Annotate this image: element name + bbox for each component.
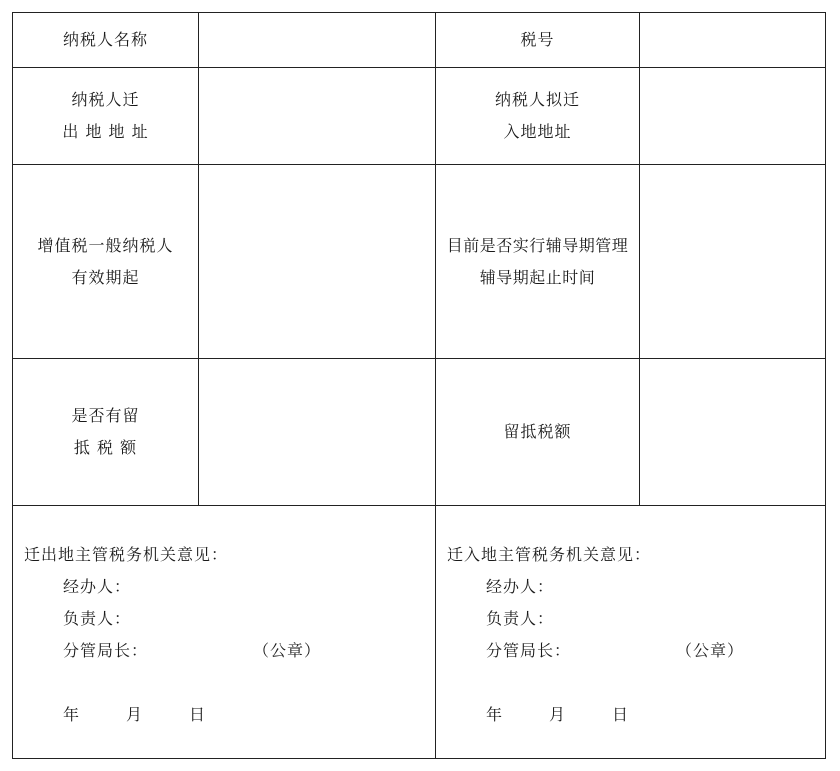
in-handler-label: 经办人： (486, 577, 555, 596)
taxpayer-name-value[interactable] (199, 13, 435, 67)
guidance-period-label: 目前是否实行辅导期管理 辅导期起止时间 (446, 235, 629, 287)
out-day-label: 日 (189, 705, 207, 724)
in-director-label: 分管局长： (486, 641, 572, 660)
in-address-value[interactable] (640, 68, 825, 164)
tax-id-value[interactable] (640, 13, 825, 67)
credit-amount-label: 留抵税额 (503, 422, 572, 441)
out-director-label: 分管局长： (63, 641, 149, 660)
tax-migration-form (12, 12, 826, 759)
in-year-label: 年 (486, 705, 504, 724)
in-address-label: 纳税人拟迁 入地地址 (494, 90, 580, 141)
tax-id-label: 税号 (520, 30, 555, 49)
guidance-period-value[interactable] (640, 165, 825, 358)
in-opinion-title: 迁入地主管税务机关意见： (447, 545, 652, 564)
in-seal-label: （公章） (676, 641, 745, 660)
in-day-label: 日 (612, 705, 630, 724)
out-responsible-label: 负责人： (63, 609, 132, 628)
out-address-value[interactable] (199, 68, 435, 164)
vat-general-taxpayer-label: 增值税一般纳税人 有效期起 (37, 235, 174, 287)
out-address-label: 纳税人迁 出 地 地 址 (62, 90, 149, 141)
out-seal-label: （公章） (253, 641, 322, 660)
out-opinion-title: 迁出地主管税务机关意见： (24, 545, 229, 564)
in-responsible-label: 负责人： (486, 609, 555, 628)
credit-amount-value[interactable] (640, 359, 825, 505)
taxpayer-name-label: 纳税人名称 (62, 30, 148, 49)
out-handler-label: 经办人： (63, 577, 132, 596)
out-tax-office-opinion (13, 506, 435, 758)
has-credit-value[interactable] (199, 359, 435, 505)
in-month-label: 月 (549, 705, 567, 724)
has-credit-label: 是否有留 抵 税 额 (71, 406, 140, 457)
out-month-label: 月 (126, 705, 144, 724)
vat-general-taxpayer-value[interactable] (199, 165, 435, 358)
out-year-label: 年 (63, 705, 81, 724)
in-tax-office-opinion (436, 506, 825, 758)
